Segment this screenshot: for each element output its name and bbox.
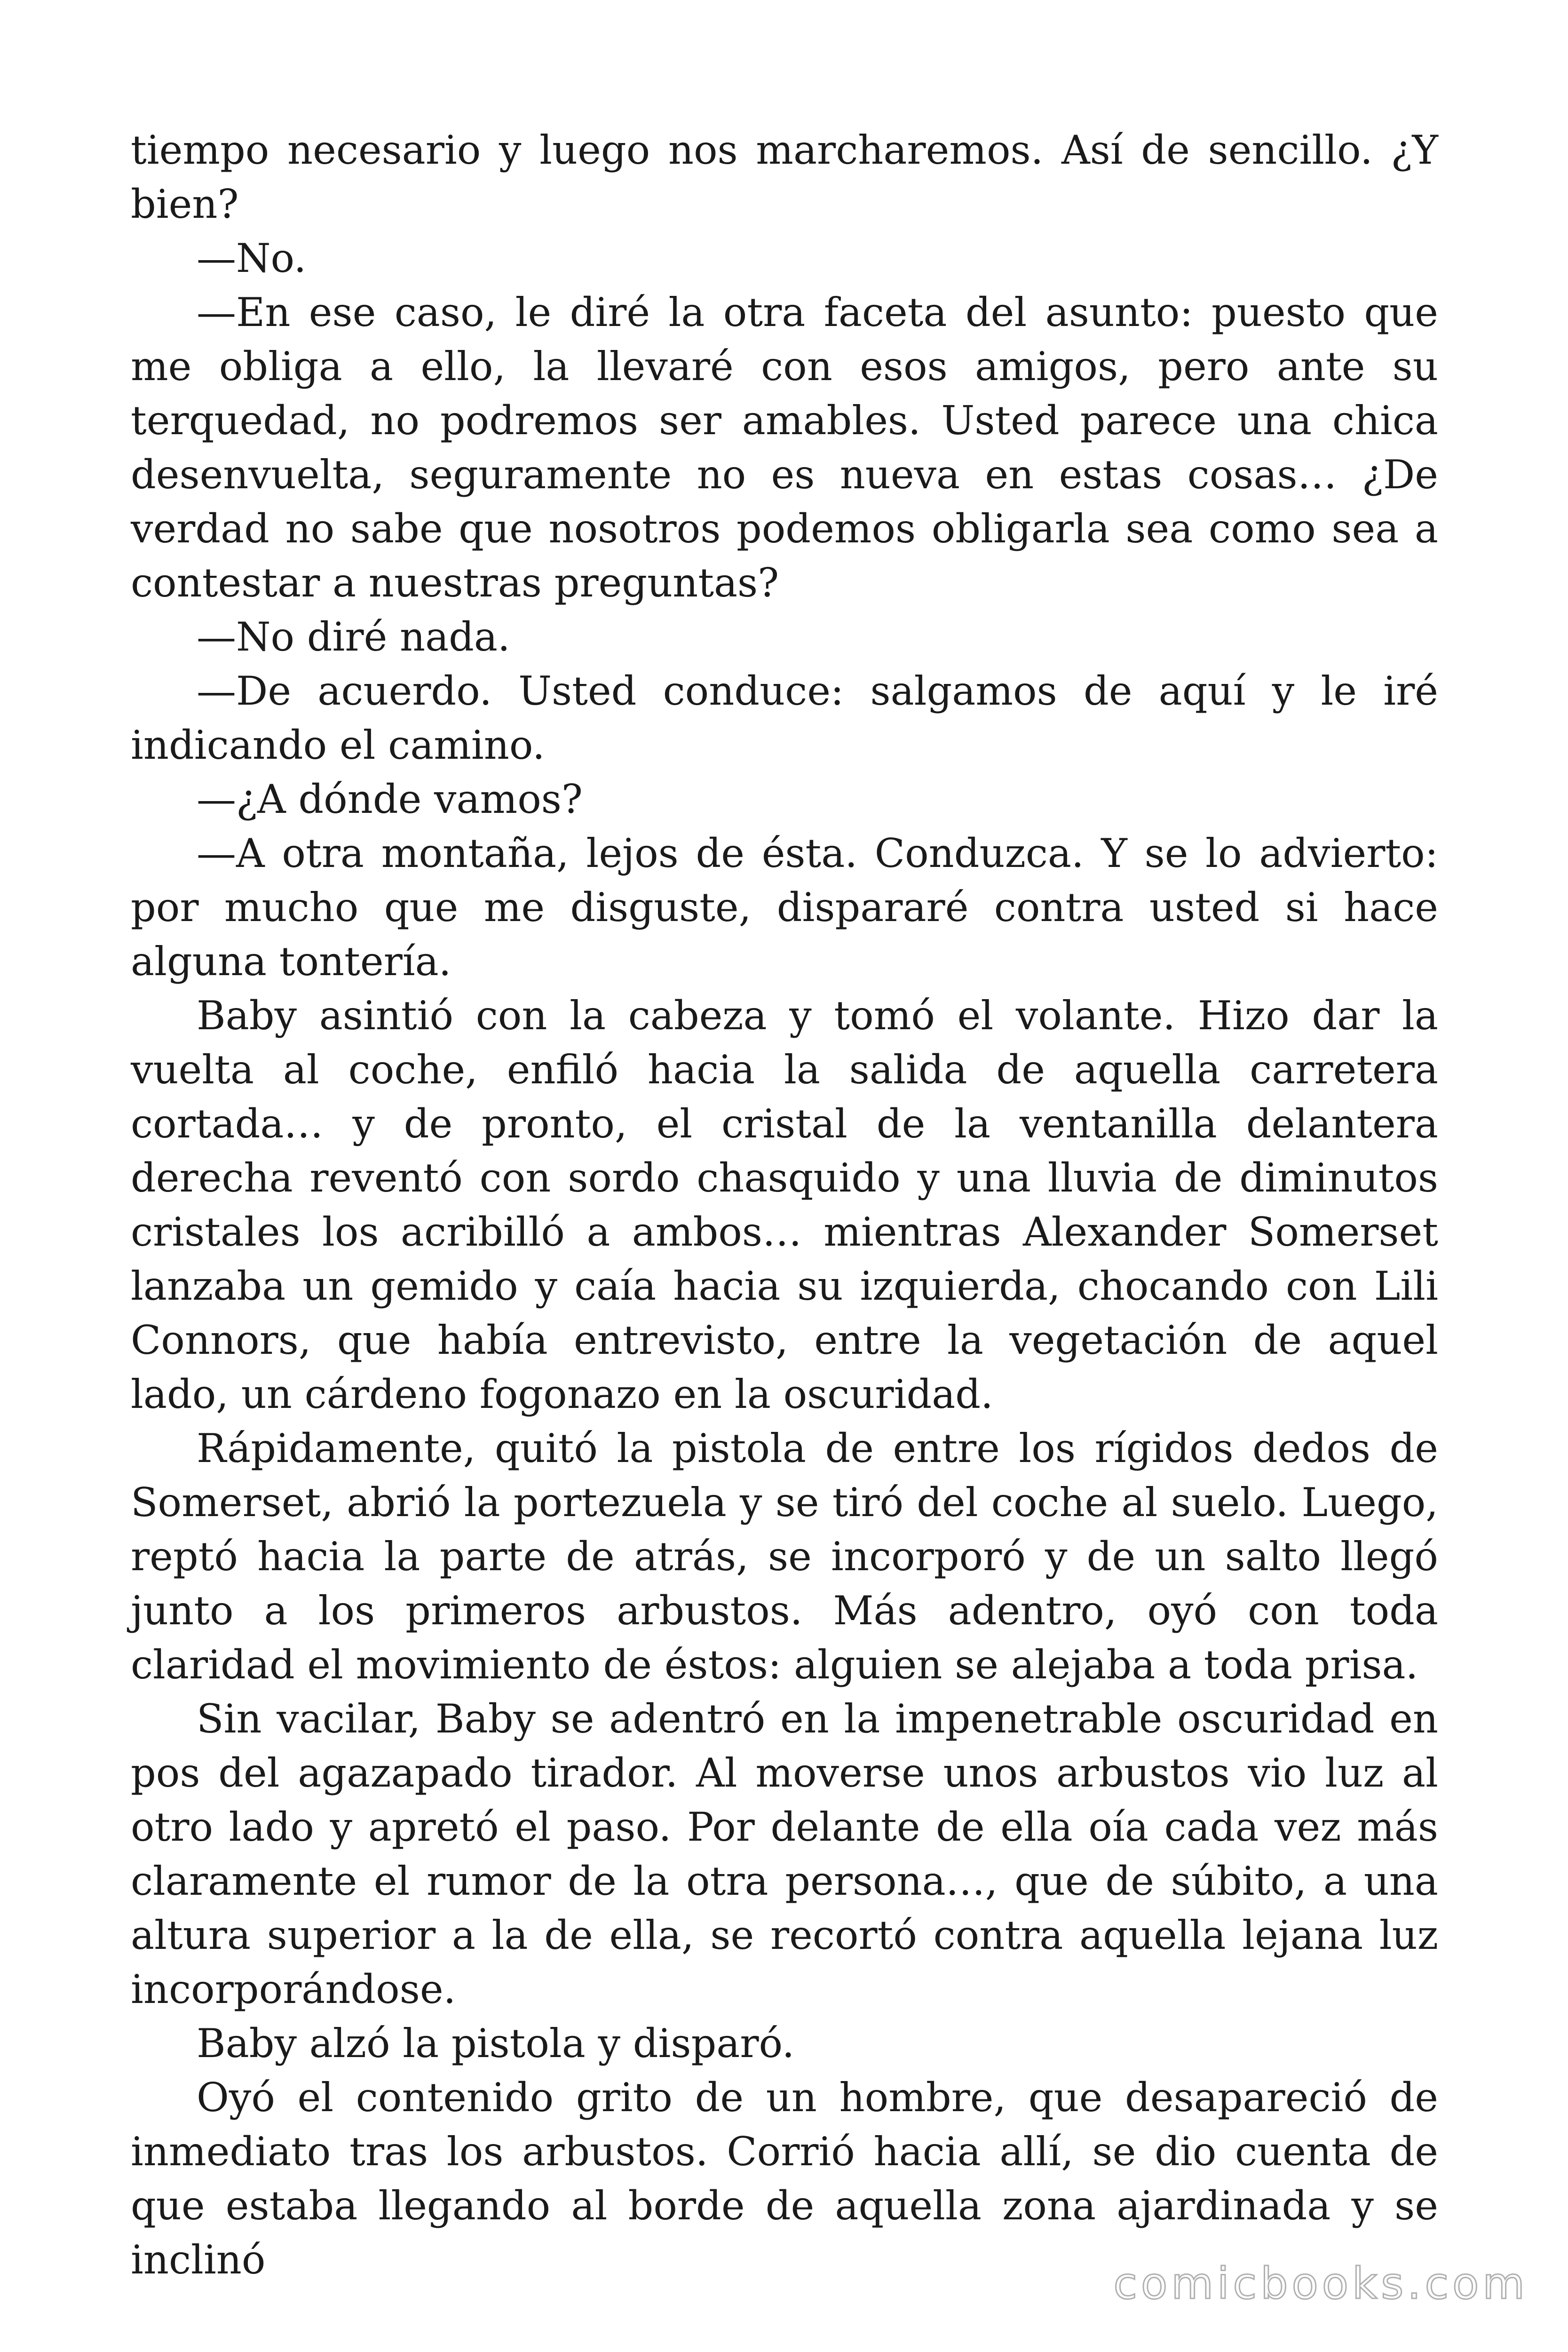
paragraph: —No. <box>197 235 307 281</box>
paragraph: —¿A dónde vamos? <box>197 776 583 822</box>
paragraph: Baby alzó la pistola y disparó. <box>197 2020 795 2066</box>
paragraph: —De acuerdo. Usted conduce: salgamos de aquí y le iré indicando el camino. <box>131 668 1438 768</box>
paragraph: —A otra montaña, lejos de ésta. Conduzca. Y se lo advierto: por mucho que me disguste, dispararé contra usted si hace alguna tontería. <box>131 830 1438 985</box>
paragraph: —No diré nada. <box>197 614 510 660</box>
paragraph: Rápidamente, quitó la pistola de entre los rígidos dedos de Somerset, abrió la portezuela y se tiró del coche al suelo. Luego, reptó hacia la parte de atrás, se incorporó y de un salto llegó junto a los primeros arbustos. Más adentro, oyó con toda claridad el movimiento de éstos: alguien se alejaba a toda prisa. <box>131 1425 1438 1688</box>
page-text-body <box>131 123 1438 2287</box>
paragraph: Oyó el contenido grito de un hombre, que desapareció de inmediato tras los arbustos. Corrió hacia allí, se dio cuenta de que estaba llegando al borde de aquella zona ajardinada y se inclinó <box>131 2074 1438 2283</box>
paragraph: tiempo necesario y luego nos marcharemos. Así de sencillo. ¿Y bien? <box>131 127 1438 227</box>
paragraph: Baby asintió con la cabeza y tomó el volante. Hizo dar la vuelta al coche, enfiló hacia la salida de aquella carretera cortada… y de pronto, el cristal de la ventanilla delantera derecha reventó con sordo chasquido y una lluvia de diminutos cristales los acribilló a ambos… mientras Alexander Somerset lanzaba un gemido y caía hacia su izquierda, chocando con Lili Connors, que había entrevisto, entre la vegetación de aquel lado, un cárdeno fogonazo en la oscuridad. <box>131 993 1438 1417</box>
watermark: comicbooks.com <box>1113 2258 1528 2309</box>
paragraph: —En ese caso, le diré la otra faceta del asunto: puesto que me obliga a ello, la llevaré con esos amigos, pero ante su terquedad, no podremos ser amables. Usted parece una chica desenvuelta, seguramente no es nueva en estas cosas… ¿De verdad no sabe que nosotros podemos obligarla sea como sea a contestar a nuestras preguntas? <box>131 289 1438 606</box>
paragraph: Sin vacilar, Baby se adentró en la impenetrable oscuridad en pos del agazapado tirador. Al moverse unos arbustos vio luz al otro lado y apretó el paso. Por delante de ella oía cada vez más claramente el rumor de la otra persona…, que de súbito, a una altura superior a la de ella, se recortó contra aquella lejana luz incorporándose. <box>131 1696 1438 2012</box>
